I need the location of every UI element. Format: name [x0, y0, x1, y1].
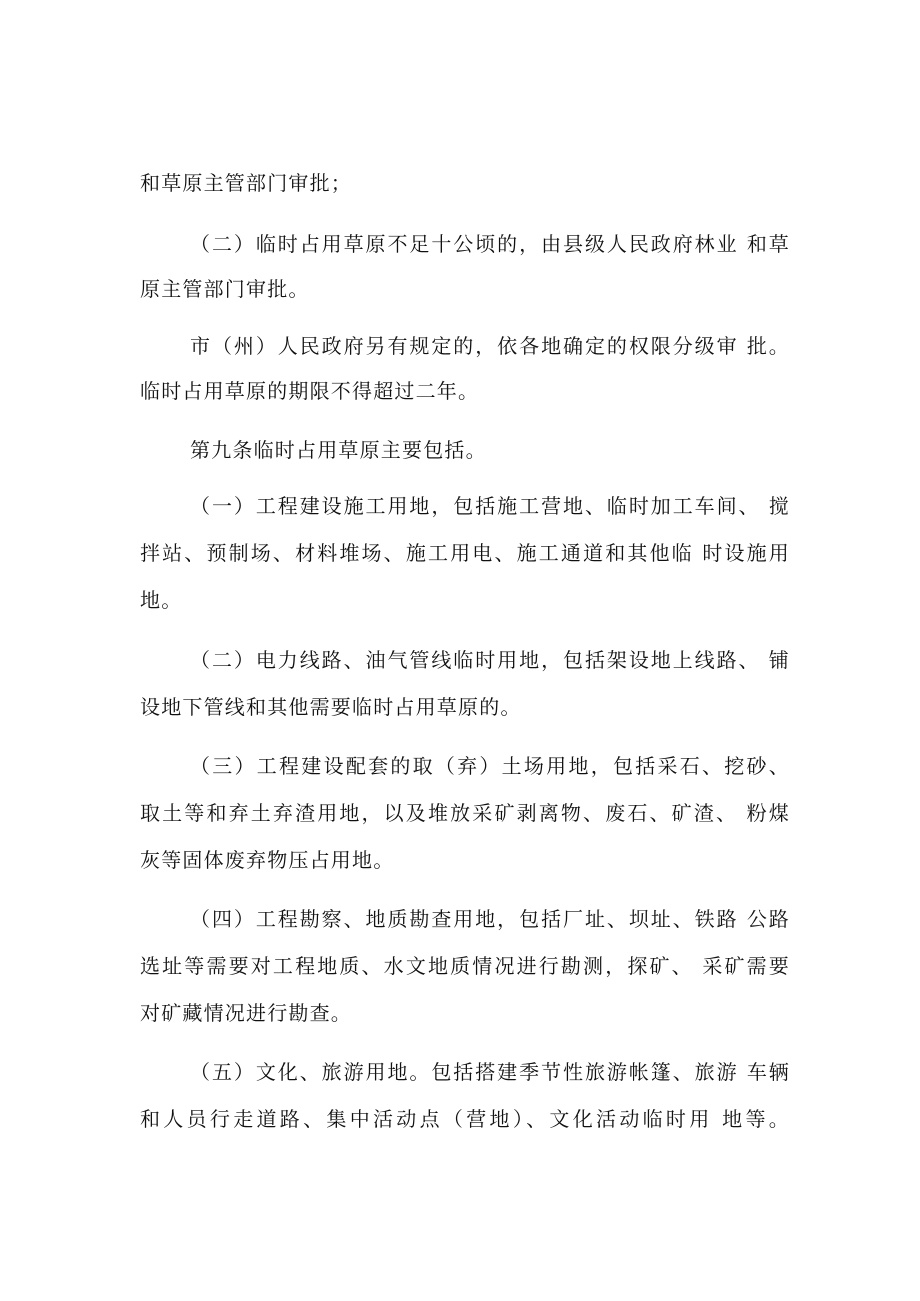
text-line: 和人员行走道路、集中活动点（营地）、文化活动临时用 地等。 [140, 1107, 790, 1131]
text-line: 原主管部门审批。 [140, 277, 310, 301]
text-line: （五）文化、旅游用地。包括搭建季节性旅游帐篷、旅游 车辆 [190, 1060, 790, 1084]
text-line: 和草原主管部门审批； [140, 171, 352, 195]
text-line: 选址等需要对工程地质、水文地质情况进行勘测，探矿、 采矿需要 [140, 954, 790, 978]
text-line: 取土等和弃土弃渣用地，以及堆放采矿剥离物、废石、矿渣、 粉煤 [140, 801, 790, 825]
text-line: （一）工程建设施工用地，包括施工营地、临时加工车间、 搅 [190, 494, 790, 518]
text-line: （四）工程勘察、地质勘查用地，包括厂址、坝址、铁路 公路 [190, 907, 790, 931]
text-line: 第九条临时占用草原主要包括。 [190, 438, 487, 462]
text-line: 设地下管线和其他需要临时占用草原的。 [140, 695, 522, 719]
text-line: 市（州）人民政府另有规定的，依各地确定的权限分级审 批。 [190, 334, 790, 358]
text-line: 临时占用草原的期限不得超过二年。 [140, 379, 480, 403]
text-line: （二）临时占用草原不足十公顷的，由县级人民政府林业 和草 [190, 232, 790, 256]
text-line: 地。 [140, 588, 183, 612]
text-line: （三）工程建设配套的取（弃）土场用地，包括采石、挖砂、 [190, 754, 790, 778]
text-line: 对矿藏情况进行勘查。 [140, 1001, 352, 1025]
text-line: 拌站、预制场、材料堆场、施工用电、施工通道和其他临 时设施用 [140, 541, 790, 565]
text-line: 灰等固体废弃物压占用地。 [140, 848, 395, 872]
text-line: （二）电力线路、油气管线临时用地，包括架设地上线路、 铺 [190, 648, 790, 672]
